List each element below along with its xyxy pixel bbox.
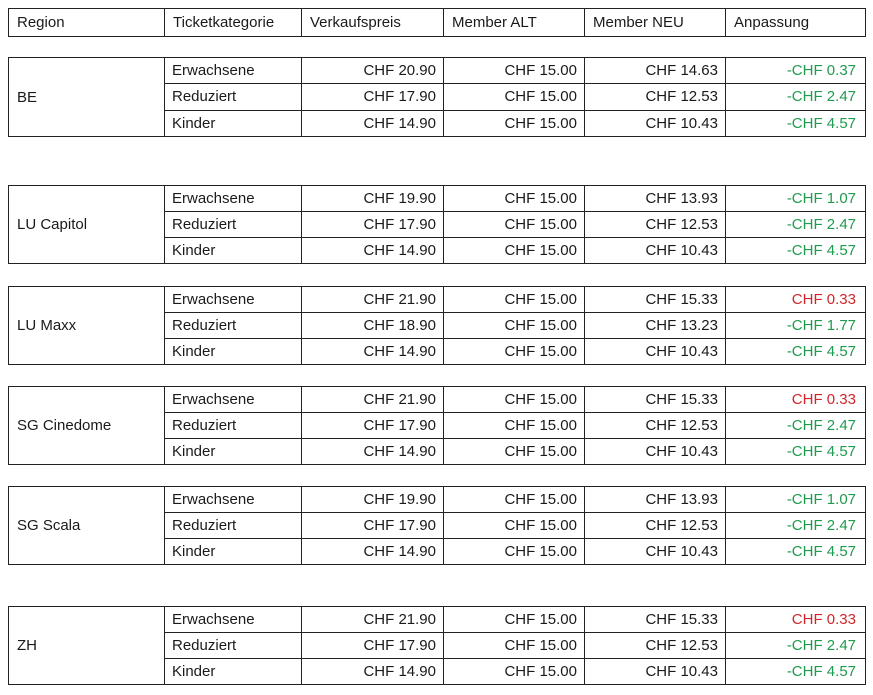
member-old-cell: CHF 15.00 — [444, 659, 585, 684]
member-old-cell: CHF 15.00 — [444, 513, 585, 538]
member-old-cell: CHF 15.00 — [444, 387, 585, 412]
member-new-cell: CHF 13.23 — [585, 313, 726, 338]
adjustment-cell: CHF 0.33 — [791, 291, 856, 308]
sale-price-cell: CHF 14.90 — [302, 659, 444, 684]
adjustment-cell: -CHF 4.57 — [786, 543, 856, 560]
member-new-cell: CHF 13.93 — [585, 186, 726, 211]
table-row — [165, 186, 865, 212]
header-member-new: Member NEU — [585, 9, 726, 36]
table-row — [165, 607, 865, 633]
table-row — [165, 58, 865, 84]
category-cell: Kinder — [165, 339, 302, 364]
sale-price-cell: CHF 19.90 — [302, 186, 444, 211]
adjustment-cell: -CHF 2.47 — [786, 417, 856, 434]
sale-price-cell: CHF 21.90 — [302, 287, 444, 312]
member-old-cell: CHF 15.00 — [444, 539, 585, 564]
category-cell: Kinder — [165, 659, 302, 684]
member-old-cell: CHF 15.00 — [444, 212, 585, 237]
category-cell: Reduziert — [165, 413, 302, 438]
adjustment-cell: -CHF 2.47 — [786, 637, 856, 654]
adjustment-cell: CHF 0.33 — [791, 391, 856, 408]
table-row — [165, 212, 865, 238]
member-old-cell: CHF 15.00 — [444, 84, 585, 109]
member-new-cell: CHF 14.63 — [585, 58, 726, 83]
table-row — [165, 513, 865, 539]
sale-price-cell: CHF 21.90 — [302, 607, 444, 632]
category-cell: Erwachsene — [165, 287, 302, 312]
member-old-cell: CHF 15.00 — [444, 339, 585, 364]
category-cell: Kinder — [165, 539, 302, 564]
header-member-old: Member ALT — [444, 9, 585, 36]
member-old-cell: CHF 15.00 — [444, 287, 585, 312]
category-cell: Erwachsene — [165, 186, 302, 211]
table-row — [165, 111, 865, 136]
adjustment-cell: -CHF 0.37 — [786, 62, 856, 80]
sale-price-cell: CHF 17.90 — [302, 212, 444, 237]
member-old-cell: CHF 15.00 — [444, 487, 585, 512]
member-new-cell: CHF 10.43 — [585, 539, 726, 564]
member-new-cell: CHF 10.43 — [585, 111, 726, 136]
member-old-cell: CHF 15.00 — [444, 413, 585, 438]
sale-price-cell: CHF 17.90 — [302, 413, 444, 438]
member-new-cell: CHF 15.33 — [585, 387, 726, 412]
adjustment-cell: CHF 0.33 — [791, 611, 856, 628]
sale-price-cell: CHF 19.90 — [302, 487, 444, 512]
table-row — [165, 539, 865, 564]
header-adjustment: Anpassung — [734, 14, 810, 31]
region-group-be — [8, 57, 866, 137]
member-new-cell: CHF 13.93 — [585, 487, 726, 512]
member-new-cell: CHF 10.43 — [585, 238, 726, 263]
category-cell: Erwachsene — [165, 487, 302, 512]
header-sale-price: Verkaufspreis — [302, 9, 444, 36]
table-row — [165, 387, 865, 413]
member-new-cell: CHF 12.53 — [585, 413, 726, 438]
member-new-cell: CHF 15.33 — [585, 287, 726, 312]
category-cell: Erwachsene — [165, 387, 302, 412]
adjustment-cell: -CHF 4.57 — [786, 663, 856, 680]
region-label: SG Scala — [9, 487, 165, 564]
region-label: ZH — [9, 607, 165, 684]
region-group-lu-maxx — [8, 286, 866, 365]
sale-price-cell: CHF 18.90 — [302, 313, 444, 338]
region-label: SG Cinedome — [9, 387, 165, 464]
table-row — [165, 439, 865, 464]
category-cell: Kinder — [165, 111, 302, 136]
sale-price-cell: CHF 14.90 — [302, 339, 444, 364]
member-old-cell: CHF 15.00 — [444, 186, 585, 211]
sale-price-cell: CHF 14.90 — [302, 439, 444, 464]
sale-price-cell: CHF 21.90 — [302, 387, 444, 412]
table-row — [165, 313, 865, 339]
member-new-cell: CHF 12.53 — [585, 513, 726, 538]
region-label: LU Capitol — [9, 186, 165, 263]
category-cell: Kinder — [165, 238, 302, 263]
sale-price-cell: CHF 17.90 — [302, 513, 444, 538]
table-row — [165, 487, 865, 513]
member-new-cell: CHF 10.43 — [585, 439, 726, 464]
table-row — [165, 339, 865, 364]
member-new-cell: CHF 12.53 — [585, 633, 726, 658]
category-cell: Reduziert — [165, 313, 302, 338]
adjustment-cell: -CHF 4.57 — [786, 242, 856, 259]
member-old-cell: CHF 15.00 — [444, 111, 585, 136]
member-new-cell: CHF 15.33 — [585, 607, 726, 632]
adjustment-cell: -CHF 2.47 — [786, 216, 856, 233]
member-old-cell: CHF 15.00 — [444, 607, 585, 632]
region-label: BE — [9, 58, 165, 136]
member-new-cell: CHF 12.53 — [585, 84, 726, 109]
adjustment-cell: -CHF 4.57 — [786, 443, 856, 460]
member-new-cell: CHF 12.53 — [585, 212, 726, 237]
category-cell: Reduziert — [165, 212, 302, 237]
member-old-cell: CHF 15.00 — [444, 439, 585, 464]
sale-price-cell: CHF 20.90 — [302, 58, 444, 83]
sale-price-cell: CHF 17.90 — [302, 633, 444, 658]
category-cell: Kinder — [165, 439, 302, 464]
adjustment-cell: -CHF 4.57 — [786, 343, 856, 360]
category-cell: Erwachsene — [165, 58, 302, 83]
sale-price-cell: CHF 17.90 — [302, 84, 444, 109]
region-group-sg-scala — [8, 486, 866, 565]
sale-price-cell: CHF 14.90 — [302, 539, 444, 564]
table-header — [8, 8, 866, 37]
member-new-cell: CHF 10.43 — [585, 339, 726, 364]
member-old-cell: CHF 15.00 — [444, 238, 585, 263]
sale-price-cell: CHF 14.90 — [302, 111, 444, 136]
adjustment-cell: -CHF 4.57 — [786, 114, 856, 132]
adjustment-cell: -CHF 2.47 — [786, 517, 856, 534]
category-cell: Erwachsene — [165, 607, 302, 632]
table-row — [165, 413, 865, 439]
adjustment-cell: -CHF 2.47 — [786, 88, 856, 106]
table-row — [165, 84, 865, 110]
adjustment-cell: -CHF 1.77 — [786, 317, 856, 334]
header-category: Ticketkategorie — [165, 9, 302, 36]
category-cell: Reduziert — [165, 513, 302, 538]
member-old-cell: CHF 15.00 — [444, 58, 585, 83]
region-group-zh — [8, 606, 866, 685]
sale-price-cell: CHF 14.90 — [302, 238, 444, 263]
table-row — [165, 633, 865, 659]
adjustment-cell: -CHF 1.07 — [786, 491, 856, 508]
region-group-sg-cinedome — [8, 386, 866, 465]
table-row — [165, 659, 865, 684]
member-old-cell: CHF 15.00 — [444, 633, 585, 658]
table-row — [165, 238, 865, 263]
category-cell: Reduziert — [165, 633, 302, 658]
adjustment-cell: -CHF 1.07 — [786, 190, 856, 207]
category-cell: Reduziert — [165, 84, 302, 109]
table-row — [165, 287, 865, 313]
region-label: LU Maxx — [9, 287, 165, 364]
region-group-lu-capitol — [8, 185, 866, 264]
member-new-cell: CHF 10.43 — [585, 659, 726, 684]
member-old-cell: CHF 15.00 — [444, 313, 585, 338]
header-region: Region — [9, 9, 165, 36]
